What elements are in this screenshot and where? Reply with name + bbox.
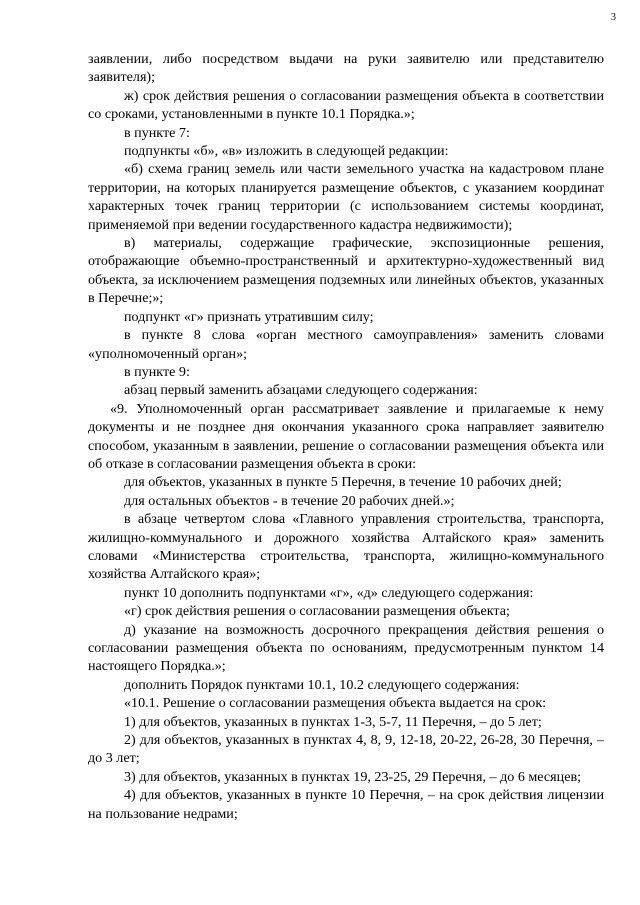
paragraph-20: 1) для объектов, указанных в пунктах 1-3, 5-7, 11 Перечня, – до 5 лет; (124, 713, 542, 730)
page-number: 3 (611, 12, 616, 23)
paragraph-23: 4) для объектов, указанных в пункте 10 Перечня, – на срок действия лицензии на пользование недрами; (88, 787, 604, 822)
paragraph-9: в пункте 9: (124, 363, 190, 380)
paragraph-3: в пункте 7: (124, 124, 190, 141)
paragraph-14: в абзаце четвертом слова «Главного управления строительства, транспорта, жилищно-коммунального и дорожного хозяйства Алтайского края» заменить словами «Министерства строительства, транспорта, жилищно-коммунального хозяйства Алтайского края»; (88, 511, 604, 583)
paragraph-21: 2) для объектов, указанных в пунктах 4, 8, 9, 12-18, 20-22, 26-28, 30 Перечня, – до 3 лет; (88, 732, 604, 767)
paragraph-12: для объектов, указанных в пункте 5 Перечня, в течение 10 рабочих дней; (124, 474, 562, 491)
paragraph-4: подпункты «б», «в» изложить в следующей редакции: (124, 143, 449, 160)
paragraph-10: абзац первый заменить абзацами следующего содержания: (124, 382, 478, 399)
paragraph-22: 3) для объектов, указанных в пунктах 19, 23-25, 29 Перечня, – до 6 месяцев; (124, 768, 582, 785)
paragraph-6: в) материалы, содержащие графические, экспозиционные решения, отображающие объемно-пространственный и архитектурно-художественный вид объекта, за исключением размещения подземных или линейных объектов, указанных в Перечне;»; (88, 235, 604, 307)
paragraph-7: подпункт «г» признать утратившим силу; (124, 308, 374, 325)
paragraph-11: «9. Уполномоченный орган рассматривает заявление и прилагаемые к нему документы и не позднее дня окончания указанного срока направляет заявителю способом, указанным в заявлении, решение о согласовании размещения объекта или об отказе в согласовании размещения объекта в сроки: (88, 400, 604, 472)
paragraph-1: заявлении, либо посредством выдачи на руки заявителю или представителю заявителя); (88, 51, 604, 86)
document-body (88, 50, 604, 823)
paragraph-8: в пункте 8 слова «орган местного самоуправления» заменить словами «уполномоченный орган»; (88, 327, 604, 362)
paragraph-17: д) указание на возможность досрочного прекращения действия решения о согласовании размещения объекта по основаниям, предусмотренным пунктом 14 настоящего Порядка.»; (88, 621, 604, 675)
paragraph-18: дополнить Порядок пунктами 10.1, 10.2 следующего содержания: (124, 676, 520, 693)
paragraph-15: пункт 10 дополнить подпунктами «г», «д» следующего содержания: (124, 584, 534, 601)
paragraph-16: «г) срок действия решения о согласовании размещения объекта; (124, 603, 510, 620)
paragraph-5: «б) схема границ земель или части земельного участка на кадастровом плане территории, на которых планируется размещение объектов, с указанием координат характерных точек границ территории (с использованием системы координат, применяемой при ведении государственного кадастра недвижимости); (88, 161, 604, 233)
paragraph-19: «10.1. Решение о согласовании размещения объекта выдается на срок: (124, 695, 547, 712)
paragraph-2: ж) срок действия решения о согласовании размещения объекта в соответствии со сроками, установленными в пункте 10.1 Порядка.»; (88, 87, 604, 123)
paragraph-13: для остальных объектов - в течение 20 рабочих дней.»; (124, 492, 455, 509)
